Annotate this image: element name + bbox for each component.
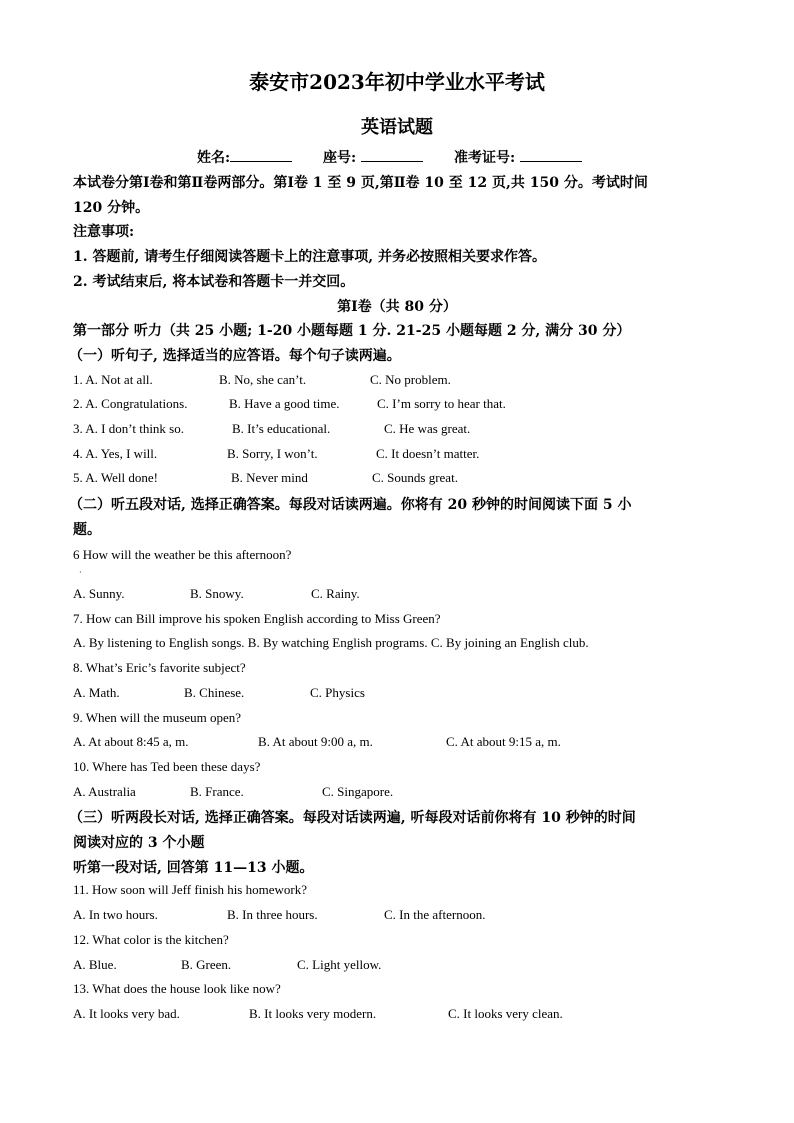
- q12-option-b: B. Green.: [181, 957, 232, 972]
- q3-option-a: 3. A. I don’t think so.: [73, 421, 184, 436]
- q10-text: 10. Where has Ted been these days?: [73, 759, 261, 774]
- q2-option-b: B. Have a good time.: [229, 396, 340, 411]
- dialog-1-heading: 听第一段对话, 回答第 11—13 小题。: [73, 860, 314, 876]
- q8-text: 8. What’s Eric’s favorite subject?: [73, 660, 246, 675]
- section-3-heading-line-1: （三）听两段长对话, 选择正确答案。每段对话读两遍, 听每段对话前你将有 10 秒钟的时间: [69, 810, 636, 826]
- exam-id-label: 准考证号:: [453, 150, 516, 166]
- q10-option-a: A. Australia: [73, 784, 136, 799]
- q2-option-c: C. I’m sorry to hear that.: [377, 396, 506, 411]
- q1-option-c: C. No problem.: [370, 372, 451, 387]
- q4-option-b: B. Sorry, I won’t.: [227, 446, 318, 461]
- q11-option-a: A. In two hours.: [73, 907, 158, 922]
- note-2: 2. 考试结束后, 将本试卷和答题卡一并交回。: [73, 274, 355, 290]
- student-info-fields: [197, 147, 582, 167]
- exam-title: 泰安市2023年初中学业水平考试: [249, 70, 545, 94]
- section-3-heading-line-2: 阅读对应的 3 个小题: [73, 835, 205, 851]
- q9-text: 9. When will the museum open?: [73, 710, 242, 725]
- q8-option-b: B. Chinese.: [184, 685, 245, 700]
- q5-option-c: C. Sounds great.: [372, 470, 458, 485]
- section-1-heading: （一）听句子, 选择适当的应答语。每个句子读两遍。: [69, 348, 401, 364]
- seat-blank: [361, 149, 423, 162]
- q1-option-b: B. No, she can’t.: [219, 372, 307, 387]
- q8-option-c: C. Physics: [310, 685, 365, 700]
- q3-option-b: B. It’s educational.: [232, 421, 331, 436]
- section-2-heading-line-1: （二）听五段对话, 选择正确答案。每段对话读两遍。你将有 20 秒钟的时间阅读下面 5 小: [69, 497, 632, 513]
- section-2-heading-line-2: 题。: [73, 522, 101, 538]
- q13-text: 13. What does the house look like now?: [73, 981, 281, 996]
- q8-option-a: A. Math.: [73, 685, 120, 700]
- q4-option-a: 4. A. Yes, I will.: [73, 446, 158, 461]
- part-1-heading: 第一部分 听力（共 25 小题; 1-20 小题每题 1 分. 21-25 小题每题 2 分, 满分 30 分）: [73, 323, 631, 339]
- q12-text: 12. What color is the kitchen?: [73, 932, 229, 947]
- stray-mark: ·: [79, 568, 82, 577]
- intro-line-1: 本试卷分第Ⅰ卷和第Ⅱ卷两部分。第Ⅰ卷 1 至 9 页,第Ⅱ卷 10 至 12 页,共 150 分。考试时间: [73, 175, 648, 191]
- q11-option-c: C. In the afternoon.: [384, 907, 486, 922]
- q7-options: A. By listening to English songs. B. By watching English programs. C. By joining an English club.: [73, 635, 589, 650]
- q7-text: 7. How can Bill improve his spoken English according to Miss Green?: [73, 611, 441, 626]
- q6-text: 6 How will the weather be this afternoon?: [73, 547, 292, 562]
- q10-option-b: B. France.: [190, 784, 244, 799]
- q6-option-c: C. Rainy.: [311, 586, 360, 601]
- q5-option-a: 5. A. Well done!: [73, 470, 159, 485]
- volume-heading: 第Ⅰ卷（共 80 分）: [337, 299, 457, 315]
- name-blank: [230, 149, 292, 162]
- name-label: 姓名:: [197, 150, 231, 166]
- q9-option-a: A. At about 8:45 a, m.: [73, 734, 189, 749]
- q13-option-c: C. It looks very clean.: [448, 1006, 563, 1021]
- q13-option-a: A. It looks very bad.: [73, 1006, 180, 1021]
- note-1: 1. 答题前, 请考生仔细阅读答题卡上的注意事项, 并务必按照相关要求作答。: [73, 249, 546, 265]
- q9-option-b: B. At about 9:00 a, m.: [258, 734, 373, 749]
- q9-option-c: C. At about 9:15 a, m.: [446, 734, 561, 749]
- exam-subtitle: 英语试题: [361, 117, 433, 138]
- q3-option-c: C. He was great.: [384, 421, 471, 436]
- notes-title: 注意事项:: [73, 224, 135, 240]
- q10-option-c: C. Singapore.: [322, 784, 394, 799]
- intro-line-2: 120 分钟。: [73, 200, 150, 216]
- q12-option-a: A. Blue.: [73, 957, 117, 972]
- q1-option-a: 1. A. Not at all.: [73, 372, 153, 387]
- q6-option-b: B. Snowy.: [190, 586, 244, 601]
- seat-label: 座号:: [323, 150, 357, 166]
- q13-option-b: B. It looks very modern.: [249, 1006, 377, 1021]
- q11-text: 11. How soon will Jeff finish his homework?: [73, 882, 307, 897]
- q12-option-c: C. Light yellow.: [297, 957, 382, 972]
- q6-option-a: A. Sunny.: [73, 586, 125, 601]
- exam-id-blank: [520, 149, 582, 162]
- q5-option-b: B. Never mind: [231, 470, 308, 485]
- q11-option-b: B. In three hours.: [227, 907, 318, 922]
- q4-option-c: C. It doesn’t matter.: [376, 446, 480, 461]
- q2-option-a: 2. A. Congratulations.: [73, 396, 188, 411]
